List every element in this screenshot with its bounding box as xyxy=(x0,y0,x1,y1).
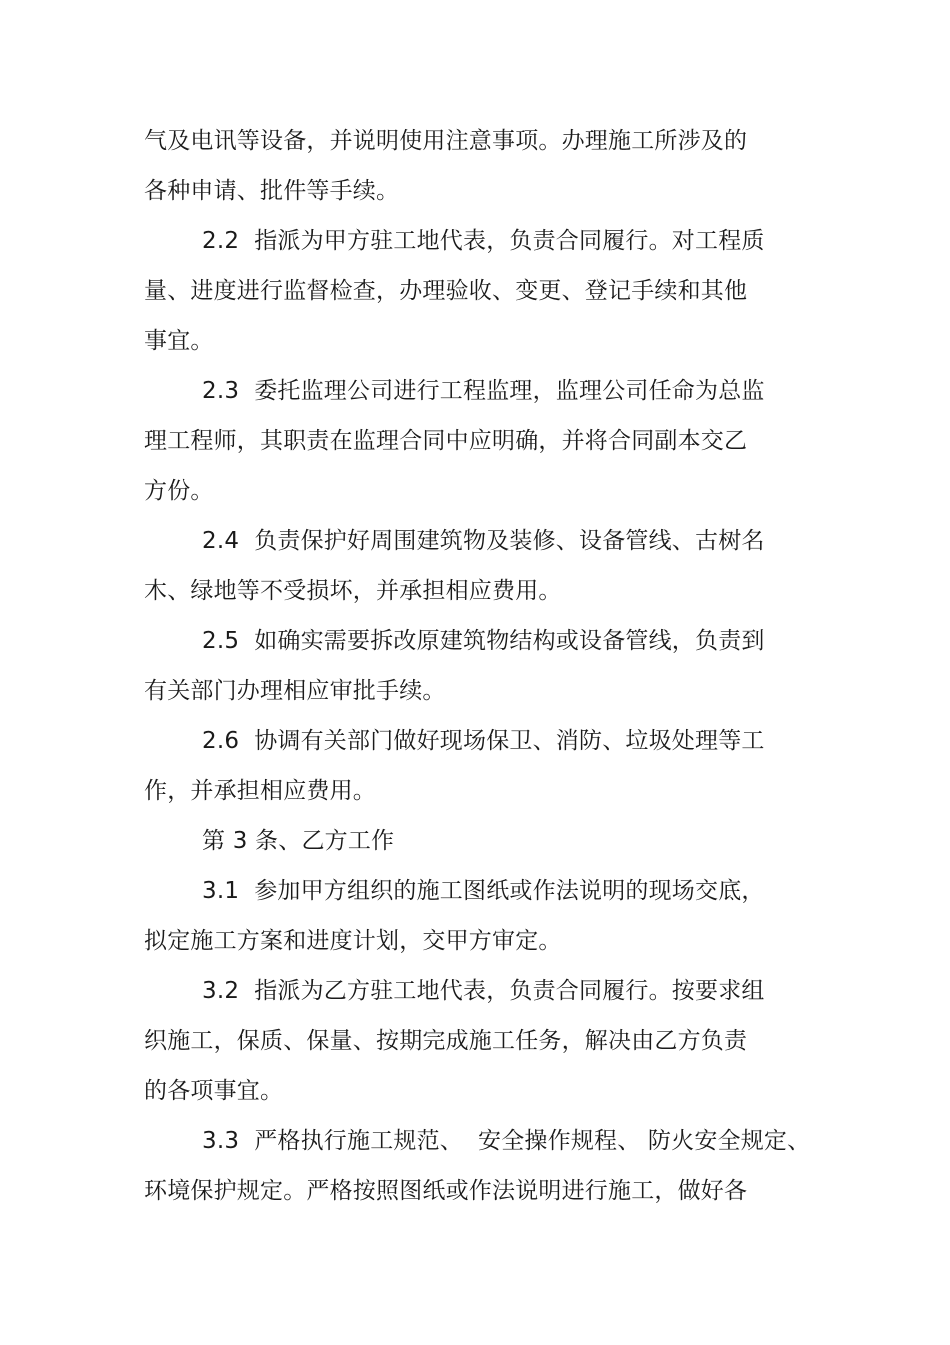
text-line-17: 拟定施工方案和进度计划，交甲方审定。 xyxy=(144,928,562,954)
text-line-16: 3.1 参加甲方组织的施工图纸或作法说明的现场交底， xyxy=(202,878,765,904)
text-line-13: 2.6 协调有关部门做好现场保卫、消防、垃圾处理等工 xyxy=(202,728,765,754)
text-line-11: 2.5 如确实需要拆改原建筑物结构或设备管线，负责到 xyxy=(202,628,765,654)
section-heading-3: 第 3 条、乙方工作 xyxy=(202,828,395,854)
text-line-10: 木、绿地等不受损坏，并承担相应费用。 xyxy=(144,578,562,604)
text-line-2: 各种申请、批件等手续。 xyxy=(144,178,400,204)
text-line-14: 作，并承担相应费用。 xyxy=(144,778,376,804)
text-line-7: 理工程师，其职责在监理合同中应明确，并将合同副本交乙 xyxy=(144,428,748,454)
text-line-21: 3.3 严格执行施工规范、 安全操作规程、 防火安全规定、 xyxy=(202,1128,811,1154)
text-line-4: 量、进度进行监督检查，办理验收、变更、登记手续和其他 xyxy=(144,278,748,304)
text-line-19: 织施工，保质、保量、按期完成施工任务，解决由乙方负责 xyxy=(144,1028,748,1054)
text-line-18: 3.2 指派为乙方驻工地代表，负责合同履行。按要求组 xyxy=(202,978,765,1004)
text-line-9: 2.4 负责保护好周围建筑物及装修、设备管线、古树名 xyxy=(202,528,765,554)
text-line-3: 2.2 指派为甲方驻工地代表，负责合同履行。对工程质 xyxy=(202,228,765,254)
text-line-6: 2.3 委托监理公司进行工程监理，监理公司任命为总监 xyxy=(202,378,765,404)
text-line-8: 方份。 xyxy=(144,478,214,504)
text-line-5: 事宜。 xyxy=(144,328,214,354)
text-line-22: 环境保护规定。严格按照图纸或作法说明进行施工，做好各 xyxy=(144,1178,748,1204)
text-line-12: 有关部门办理相应审批手续。 xyxy=(144,678,446,704)
text-line-1: 气及电讯等设备，并说明使用注意事项。办理施工所涉及的 xyxy=(144,128,748,154)
text-line-20: 的各项事宜。 xyxy=(144,1078,284,1104)
